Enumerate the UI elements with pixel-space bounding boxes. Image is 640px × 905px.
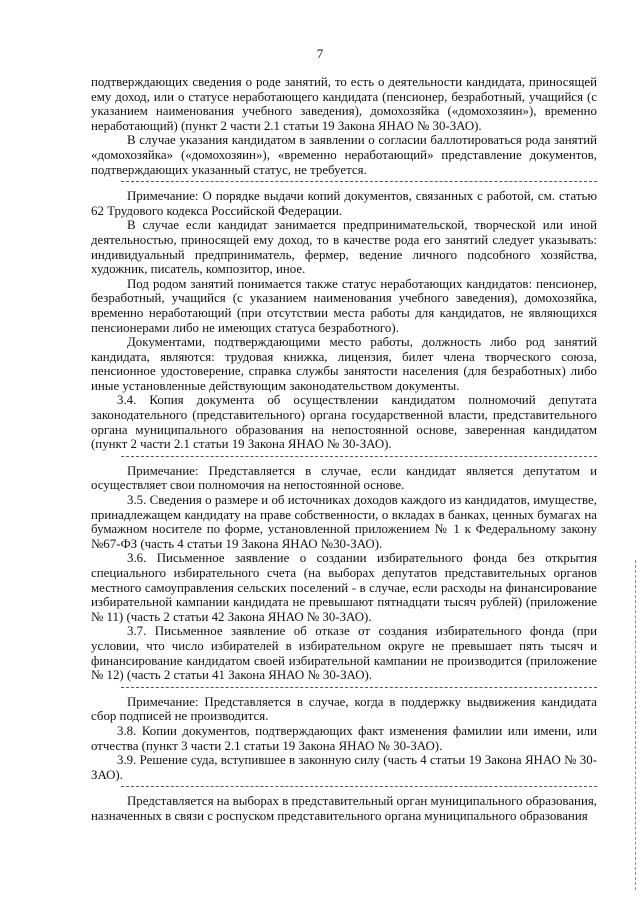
note-separator [121, 181, 597, 182]
item-3-9: 3.9. Решение суда, вступившее в законную силу (часть 4 статьи 19 Закона ЯНАО № 30-ЗАО). [91, 753, 597, 782]
paragraph-confirming-documents: Документами, подтверждающими место работы, должность либо род занятий кандидата, являются: трудовая книжка, лицензия, билет члена творческого союза, пенсионное удостоверение, справка службы занятости населения (для безработных) либо иные установленные действующим законодательством документы. [91, 335, 597, 393]
note-deputy: Примечание: Представляется в случае, если кандидат является депутатом и осуществляет свои полномочия на непостоянной основе. [91, 463, 597, 493]
note-signatures: Примечание: Представляется в случае, когда в поддержку выдвижения кандидата сбор подписей не производится. [91, 694, 597, 724]
item-3-4: 3.4. Копия документа об осуществлении кандидатом полномочий депутата законодательного (представительного) органа государственной власти, представительного органа муниципального образования на непостоянной основе, заверенная кандидатом (пункт 2 части 2.1 статьи 19 Закона ЯНАО № 30-ЗАО). [91, 393, 597, 452]
page-number: 7 [316, 46, 324, 61]
paragraph-unemployed-status: Под родом занятий понимается также статус неработающих кандидатов: пенсионер, безработный, учащийся (с указанием наименования учебного заведения), домохозяйка, временно неработающий (при отсутствии места работы для кандидатов, не являющихся пенсионерами либо не имеющих статуса безработного). [91, 276, 597, 335]
paragraph-housewife-case: В случае указания кандидатом в заявлении о согласии баллотироваться рода занятий «домохозяйка» («домохозяин»), «временно неработающий» представление документов, подтверждающих указанный статус, не требуется. [91, 133, 597, 177]
paragraph-dissolution: Представляется на выборах в представительный орган муниципального образования, назначенных в связи с роспуском представительного органа муниципального образования [91, 794, 597, 823]
item-3-7: 3.7. Письменное заявление об отказе от создания избирательного фонда (при условии, что число избирателей в избирательном округе не превышает пять тысяч и финансирование кандидатом своей избирательной кампании не производится (приложение № 12) (часть 2 статьи 41 Закона ЯНАО № 30-ЗАО). [91, 624, 597, 683]
note-separator [121, 786, 597, 787]
item-3-6: 3.6. Письменное заявление о создании избирательного фонда без открытия специального избирательного счета (на выборах депутатов представительных органов местного самоуправления сельских поселений - в случае, если расходы на финансирование избирательной кампании кандидата не превышают пятнадцати тысяч рублей) (приложение № 11) (часть 2 статьи 42 Закона ЯНАО № 30-ЗАО). [91, 551, 597, 624]
note-labor-code: Примечание: О порядке выдачи копий документов, связанных с работой, см. статью 62 Трудового кодекса Российской Федерации. [91, 189, 597, 218]
note-separator [121, 456, 597, 457]
document-body [91, 75, 597, 824]
paragraph-entrepreneur: В случае если кандидат занимается предпринимательской, творческой или иной деятельностью, приносящей ему доход, то в качестве рода его занятий следует указывать: индивидуальный предприниматель, фермер, ведение личного подсобного хозяйства, художник, писатель, композитор, иное. [91, 218, 597, 277]
note-separator [121, 687, 597, 688]
scan-edge-line [635, 560, 636, 890]
item-3-5: 3.5. Сведения о размере и об источниках доходов каждого из кандидатов, имуществе, принадлежащем кандидату на праве собственности, о вкладах в банках, ценных бумагах на бумажном носителе по форме, установленной приложением № 1 к Федеральному закону №67-ФЗ (часть 4 статьи 19 Закона ЯНАО №30-ЗАО). [91, 493, 597, 551]
item-3-8: 3.8. Копии документов, подтверждающих факт изменения фамилии или имени, или отчества (пункт 3 части 2.1 статьи 19 Закона ЯНАО № 30-ЗАО). [91, 723, 597, 753]
paragraph-occupation-details: подтверждающих сведения о роде занятий, то есть о деятельности кандидата, приносящей ему доход, или о статусе неработающего кандидата (пенсионер, безработный, учащийся (с указанием наименования учебного заведения), домохозяйка («домохозяин»), временно неработающий) (пункт 2 части 2.1 статьи 19 Закона ЯНАО № 30-ЗАО). [91, 75, 597, 133]
